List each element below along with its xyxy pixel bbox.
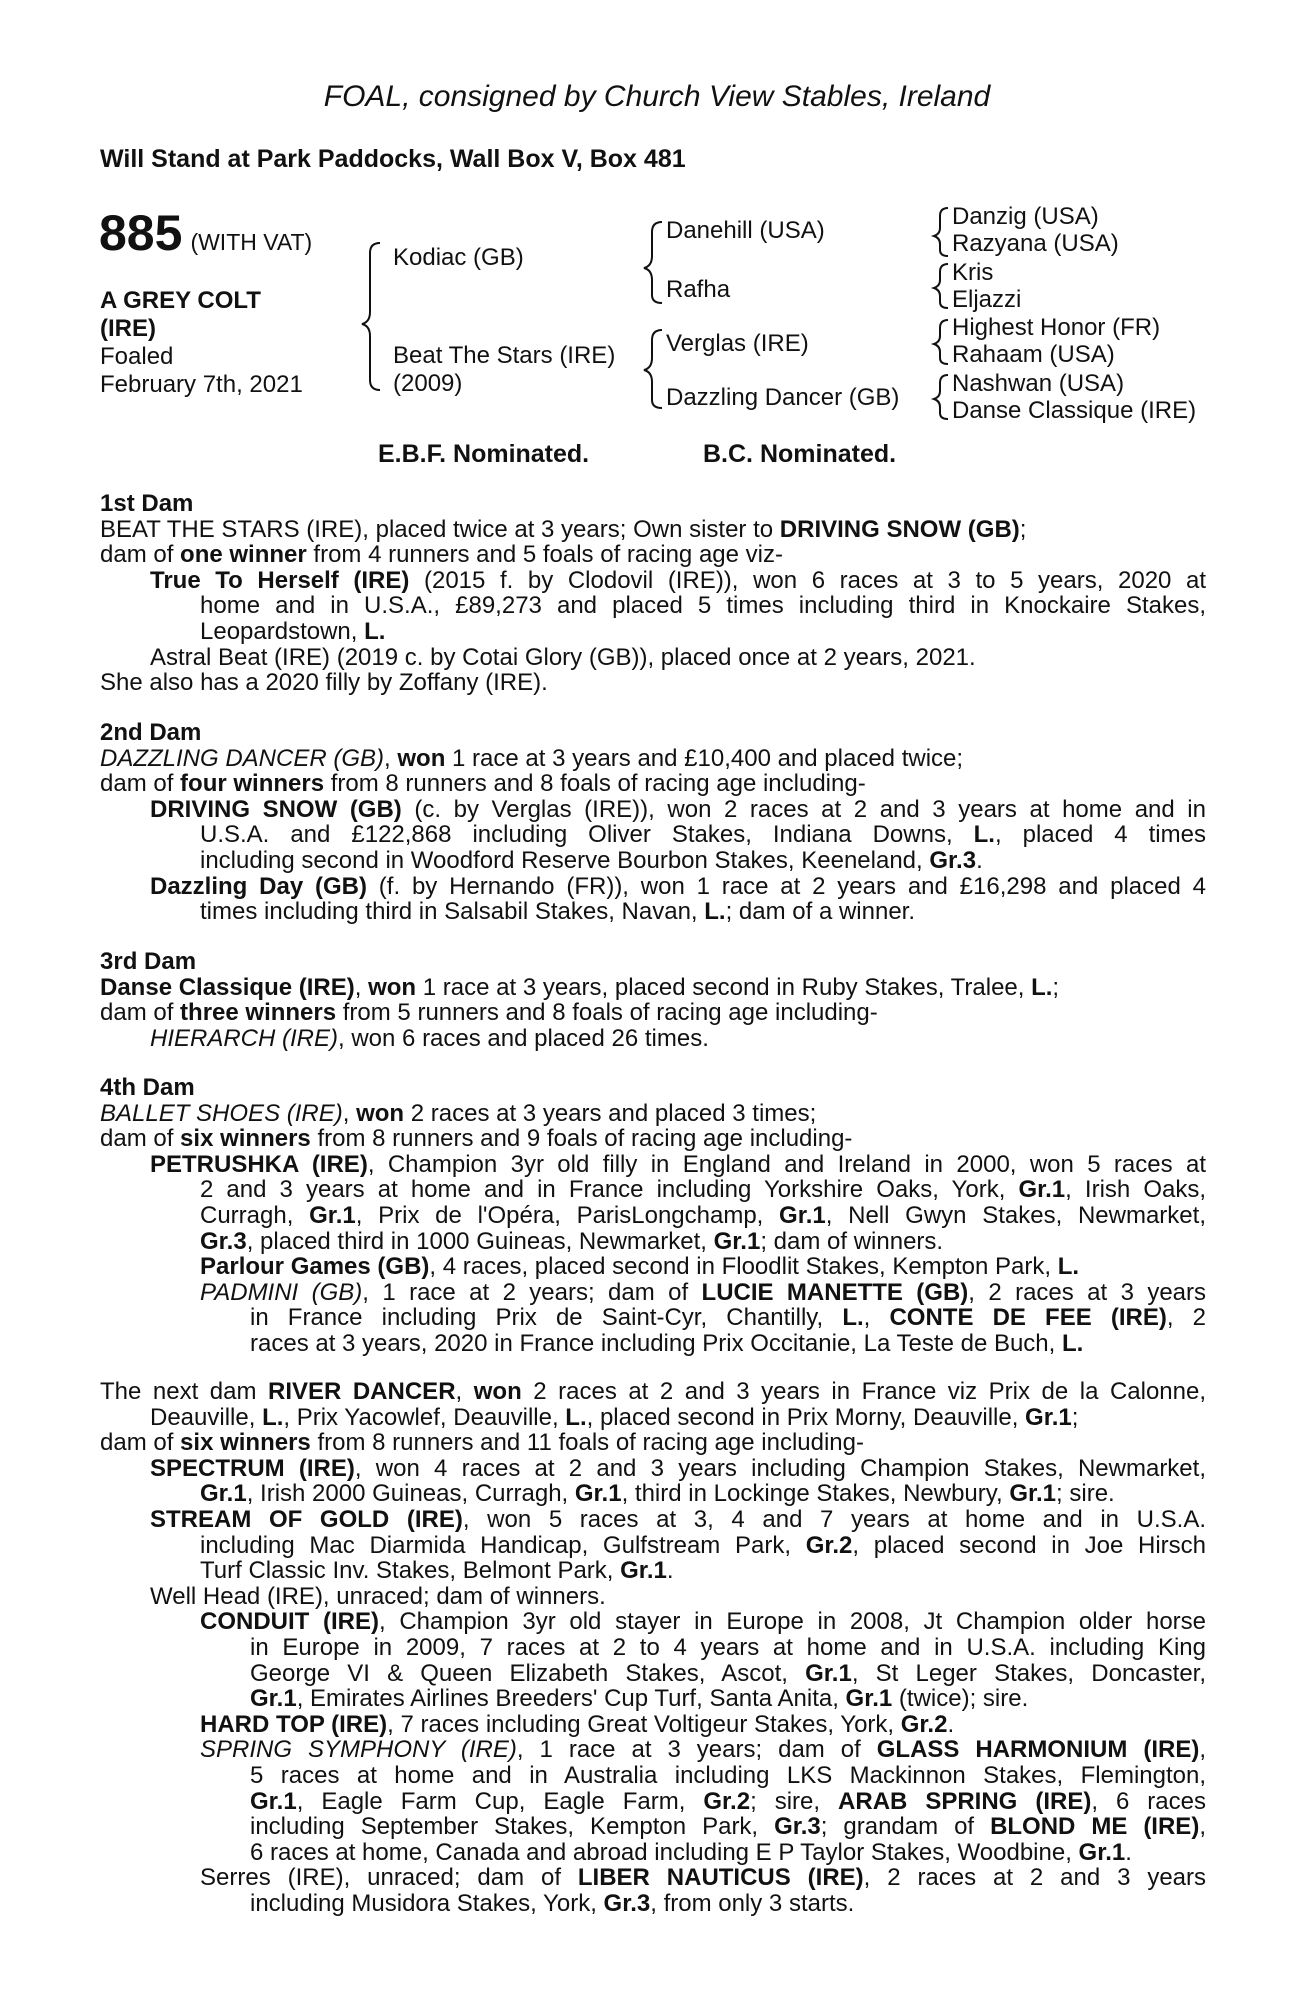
progeny-entry [100,568,1206,594]
text-run: LIBER NAUTICUS (IRE) [577,1865,864,1891]
text-run: Gr.1 [620,1558,667,1584]
text-run: . [666,1558,674,1584]
foaled-date: February 7th, 2021 [100,371,303,398]
text-run: six winners [180,1430,311,1456]
pedigree-gg8: Danse Classique (IRE) [952,397,1197,424]
text-run: True To Herself (IRE) [150,567,410,594]
text-run: Gr.1 [250,1788,297,1815]
pedigree-gg4: Eljazzi [952,286,1022,313]
text-run: BEAT THE STARS (IRE), placed twice at 3 years; Own sister to [100,516,780,543]
text-run: Parlour Games (GB) [200,1254,430,1280]
text-run: , 6 races [1091,1788,1206,1815]
text-run: L. [565,1404,587,1431]
progeny-entry [100,797,1206,823]
text-run: . [976,847,983,874]
text-run: , placed 4 times [994,822,1206,848]
text-run: six winners [180,1126,311,1152]
text-run: , Irish 2000 Guineas, Curragh, [246,1481,575,1507]
text-run: , won 5 races at 3, 4 and 7 years at home and in U.S.A. [462,1506,1206,1533]
text-line [100,1840,1206,1866]
progeny-entry [100,1609,1206,1635]
text-line [100,1430,1206,1456]
text-run: including Mac Diarmida Handicap, Gulfstream Park, [200,1532,806,1559]
text-run: SPRING SYMPHONY (IRE) [200,1737,517,1763]
progeny-entry [100,1584,1206,1610]
text-run: 6 races at home, Canada and abroad including E P Taylor Stakes, Woodbine, [250,1839,1079,1866]
pedigree-gg7: Nashwan (USA) [952,370,1125,397]
text-run: ; [1071,1404,1079,1431]
text-run: ; [1052,974,1060,1001]
text-run: DAZZLING DANCER (GB) [100,745,385,772]
progeny-entry [100,1280,1206,1306]
text-run: Gr.2 [703,1788,751,1815]
text-run: CONDUIT (IRE) [200,1609,379,1635]
text-run: , [342,1100,357,1127]
text-run: , [354,974,369,1001]
text-run: 2 races at 3 years and placed 3 times; [404,1100,817,1127]
text-run: , [384,745,398,772]
progeny-entry [100,1712,1206,1738]
dam-year: (2009) [393,370,463,397]
text-run: , placed third in 1000 Guineas, Newmarket, [246,1228,714,1255]
text-line [100,619,1206,645]
text-run: including Musidora Stakes, York, [250,1890,604,1917]
text-run: four winners [180,771,325,797]
progeny-entry [100,1507,1206,1533]
text-line [100,1558,1206,1584]
text-run: Gr.1 [845,1686,893,1712]
text-run: Serres (IRE), unraced; dam of [200,1865,578,1891]
text-run: HARD TOP (IRE) [200,1711,388,1738]
text-run: 5 races at home and in Australia including LKS Mackinnon Stakes, Flemington, [250,1762,1206,1789]
text-line [100,1891,1206,1917]
text-run: Gr.3 [603,1890,651,1917]
text-run: , third in Lockinge Stakes, Newbury, [621,1481,1010,1507]
text-run: RIVER DANCER [267,1379,456,1405]
text-run: dam of [100,771,181,797]
text-run: , 2 [1166,1305,1206,1331]
pedigree-gg2: Razyana (USA) [952,230,1119,257]
consignment-line: FOAL, consigned by Church View Stables, Ireland [323,80,991,113]
text-run: Gr.3 [200,1228,247,1255]
text-run: dam of [100,542,181,568]
text-run: Gr.1 [1009,1481,1057,1507]
text-run: , 7 races including Great Voltigeur Stakes, York, [387,1711,901,1738]
text-run: PADMINI (GB) [200,1279,363,1306]
text-line [100,670,1206,696]
text-run: , Prix de l'Opéra, ParisLongchamp, [355,1202,780,1229]
text-run: dam of [100,1000,181,1026]
text-run: won [368,974,417,1001]
progeny-entry [100,1737,1206,1763]
text-run: ; dam of a winner. [725,899,916,925]
text-run: from 5 runners and 8 foals of racing age including- [336,1000,878,1026]
text-run: L. [973,822,995,848]
text-run: , placed second in Joe Hirsch [852,1532,1206,1559]
text-run: L. [364,618,386,645]
text-run: Dazzling Day (GB) [150,873,367,900]
text-run: Gr.1 [200,1481,247,1507]
text-run: , Emirates Airlines Breeders' Cup Turf, Santa Anita, [296,1686,846,1712]
text-run: won [473,1379,522,1405]
text-line [100,1405,1206,1431]
horse-sex-colour: A GREY COLT [100,287,261,314]
text-run: , [1199,1814,1206,1840]
text-run: ; grandam of [820,1814,991,1840]
text-run: Deauville, [150,1404,263,1431]
text-run: Turf Classic Inv. Stakes, Belmont Park, [200,1558,621,1584]
text-run: Gr.3 [774,1814,821,1840]
text-run: won [397,745,446,772]
text-run: , 2 races at 3 years [968,1279,1206,1306]
text-run: , 4 races, placed second in Floodlit Stakes, Kempton Park, [429,1254,1058,1280]
text-run: in France including Prix de Saint-Cyr, Chantilly, [250,1305,843,1331]
text-line [100,771,1206,797]
text-line [100,1814,1206,1840]
stand-location: Will Stand at Park Paddocks, Wall Box V, Box 481 [100,145,686,173]
text-run: Gr.1 [805,1660,852,1687]
text-run: , Nell Gwyn Stakes, Newmarket, [825,1202,1206,1229]
text-line [100,1331,1206,1357]
dam-name: Beat The Stars (IRE) [393,342,616,369]
progeny-entry [100,874,1206,900]
text-line [100,1203,1206,1229]
section-heading: 4th Dam [100,1075,195,1101]
text-run: , 1 race at 2 years; dam of [362,1279,702,1306]
dam-dam-name: Dazzling Dancer (GB) [666,384,900,411]
text-run: Gr.1 [779,1202,826,1229]
vat-note: (WITH VAT) [190,229,313,255]
progeny-entry [100,1865,1206,1891]
text-run: one winner [180,542,307,568]
text-run: Gr.2 [900,1711,948,1738]
text-line [100,1126,1206,1152]
text-line [100,1000,1206,1026]
text-run: DRIVING SNOW (GB) [779,516,1020,543]
text-line [100,1763,1206,1789]
text-run: LUCIE MANETTE (GB) [701,1279,969,1306]
text-run: , Eagle Farm Cup, Eagle Farm, [296,1788,704,1815]
text-line [100,822,1206,848]
pedigree-gg5: Highest Honor (FR) [952,314,1161,341]
text-run: in Europe in 2009, 7 races at 2 to 4 years at home and in U.S.A. including King [250,1634,1206,1661]
text-run: Gr.3 [929,847,977,874]
text-run: , 2 races at 2 and 3 years [863,1865,1206,1891]
text-run: . [1125,1839,1132,1866]
text-run: L. [262,1404,284,1431]
first-dam-section [100,491,1206,696]
text-run: , Champion 3yr old filly in England and Ireland in 2000, won 5 races at [367,1151,1206,1178]
text-run: , from only 3 starts. [650,1890,855,1917]
text-run: races at 3 years, 2020 in France including Prix Occitanie, La Teste de Buch, [250,1330,1062,1357]
text-run: from 8 runners and 8 foals of racing age including- [324,771,866,797]
text-run: U.S.A. and £122,868 including Oliver Stakes, Indiana Downs, [200,822,974,848]
pedigree-gg1: Danzig (USA) [952,203,1099,230]
text-run: times including third in Salsabil Stakes, Navan, [200,899,705,925]
sire-dam-name: Rafha [666,276,731,303]
fourth-dam-section [100,1075,1206,1357]
text-line [100,1686,1206,1712]
text-run: won [356,1100,405,1127]
text-run: , Prix Yacowlef, Deauville, [283,1404,566,1431]
text-line [100,1533,1206,1559]
text-line [100,1101,1206,1127]
text-run: Astral Beat (IRE) (2019 c. by Cotai Glory (GB)), placed once at 2 years, 2021. [150,644,976,671]
text-line [100,1635,1206,1661]
text-line [100,975,1206,1001]
text-run: PETRUSHKA (IRE) [150,1151,368,1178]
text-run: Leopardstown, [200,618,365,645]
text-run: GLASS HARMONIUM (IRE) [876,1737,1200,1763]
text-run: Gr.1 [250,1686,297,1712]
second-dam-section [100,720,1206,925]
progeny-entry [100,1026,1206,1052]
text-run: L. [1062,1330,1084,1357]
text-run: Gr.1 [574,1481,622,1507]
text-run: (2015 f. by Clodovil (IRE)), won 6 races at 3 to 5 years, 2020 at [409,567,1206,594]
text-run: ; sire, [750,1788,839,1815]
text-run: ARAB SPRING (IRE) [838,1788,1092,1815]
text-run: (f. by Hernando (FR)), won 1 race at 2 years and £16,298 and placed 4 [366,873,1206,900]
text-run: She also has a 2020 filly by Zoffany (IRE). [100,670,548,696]
text-run: CONTE DE FEE (IRE) [889,1305,1167,1331]
text-run: including second in Woodford Reserve Bourbon Stakes, Keeneland, [200,847,930,874]
text-line [100,746,1206,772]
text-line [100,1305,1206,1331]
text-line [100,1379,1206,1405]
text-line [100,1789,1206,1815]
text-run: from 4 runners and 5 foals of racing age viz- [306,542,783,568]
text-run: The next dam [100,1379,268,1405]
section-heading: 1st Dam [100,491,194,517]
text-line [100,542,1206,568]
text-run: SPECTRUM (IRE) [150,1455,355,1482]
text-run: , [863,1305,890,1331]
text-run: from 8 runners and 11 foals of racing age including- [310,1430,864,1456]
text-line [100,593,1206,619]
section-heading: 2nd Dam [100,720,202,746]
text-run: 1 race at 3 years and £10,400 and placed twice; [445,745,964,772]
text-run: Gr.1 [713,1228,761,1255]
text-run: , [1199,1737,1206,1763]
text-run: L. [842,1305,864,1331]
text-line [100,1481,1206,1507]
text-run: Danse Classique (IRE) [100,974,355,1001]
next-dam-section [100,1379,1206,1916]
section-heading: 3rd Dam [100,949,197,975]
text-run: , [455,1379,474,1405]
text-run: , Champion 3yr old stayer in Europe in 2008, Jt Champion older horse [378,1609,1206,1635]
horse-country: (IRE) [100,315,156,342]
progeny-entry [100,645,1206,671]
text-run: including September Stakes, Kempton Park, [250,1814,775,1840]
text-run: dam of [100,1430,181,1456]
text-run: , won 6 races and placed 26 times. [338,1025,709,1052]
text-run: dam of [100,1126,181,1152]
progeny-entry [100,1254,1206,1280]
text-run: BALLET SHOES (IRE) [100,1100,343,1127]
text-run: Gr.1 [1025,1404,1072,1431]
text-run: STREAM OF GOLD (IRE) [150,1506,463,1533]
text-run: from 8 runners and 9 foals of racing age including- [310,1126,853,1152]
text-run: Curragh, [200,1202,310,1229]
text-run: Gr.2 [805,1532,853,1559]
text-run: , 1 race at 3 years; dam of [516,1737,877,1763]
progeny-entry [100,1456,1206,1482]
sire-sire-name: Danehill (USA) [666,217,825,244]
sire-name: Kodiac (GB) [393,244,524,271]
foaled-label: Foaled [100,343,174,370]
text-run: 1 race at 3 years, placed second in Ruby Stakes, Tralee, [416,974,1032,1001]
text-line [100,517,1206,543]
text-run: . [947,1711,955,1738]
text-run: 2 and 3 years at home and in France including Yorkshire Oaks, York, [200,1177,1019,1203]
pedigree-gg3: Kris [952,259,994,286]
text-run: George VI & Queen Elizabeth Stakes, Ascot, [250,1660,806,1687]
text-run: ; [1019,516,1027,543]
text-run: 2 races at 2 and 3 years in France viz Prix de la Calonne, [521,1379,1206,1405]
text-run: home and in U.S.A., £89,273 and placed 5 times including third in Knockaire Stakes, [200,593,1206,619]
text-run: (twice); sire. [892,1686,1029,1712]
text-run: Gr.1 [309,1202,356,1229]
text-run: L. [1057,1254,1080,1280]
text-run: L. [704,899,726,925]
text-run: , won 4 races at 2 and 3 years including Champion Stakes, Newmarket, [354,1455,1206,1482]
text-line [100,899,1206,925]
text-line [100,1229,1206,1255]
bc-nomination: B.C. Nominated. [703,440,897,468]
text-run: L. [1031,974,1053,1001]
text-run: ; dam of winners. [760,1228,944,1255]
text-run: Well Head (IRE), unraced; dam of winners. [150,1583,606,1610]
lot-number: 885 (WITH VAT) [99,205,313,261]
text-run: , St Leger Stakes, Doncaster, [851,1660,1206,1687]
text-run: HIERARCH (IRE) [150,1025,339,1052]
dam-sire-name: Verglas (IRE) [666,330,809,357]
text-run: (c. by Verglas (IRE)), won 2 races at 2 and 3 years at home and in [401,796,1206,823]
text-line [100,1177,1206,1203]
text-run: ; sire. [1056,1481,1115,1507]
text-line [100,848,1206,874]
text-run: Gr.1 [1078,1839,1126,1866]
text-run: Gr.1 [1018,1177,1066,1203]
text-line [100,1661,1206,1687]
progeny-entry [100,1152,1206,1178]
text-run: , placed second in Prix Morny, Deauville, [586,1404,1026,1431]
text-run: BLOND ME (IRE) [990,1814,1200,1840]
text-run: , Irish Oaks, [1065,1177,1206,1203]
third-dam-section [100,949,1206,1051]
text-run: three winners [180,1000,337,1026]
pedigree-gg6: Rahaam (USA) [952,341,1115,368]
text-run: DRIVING SNOW (GB) [150,796,402,823]
ebf-nomination: E.B.F. Nominated. [378,440,590,468]
